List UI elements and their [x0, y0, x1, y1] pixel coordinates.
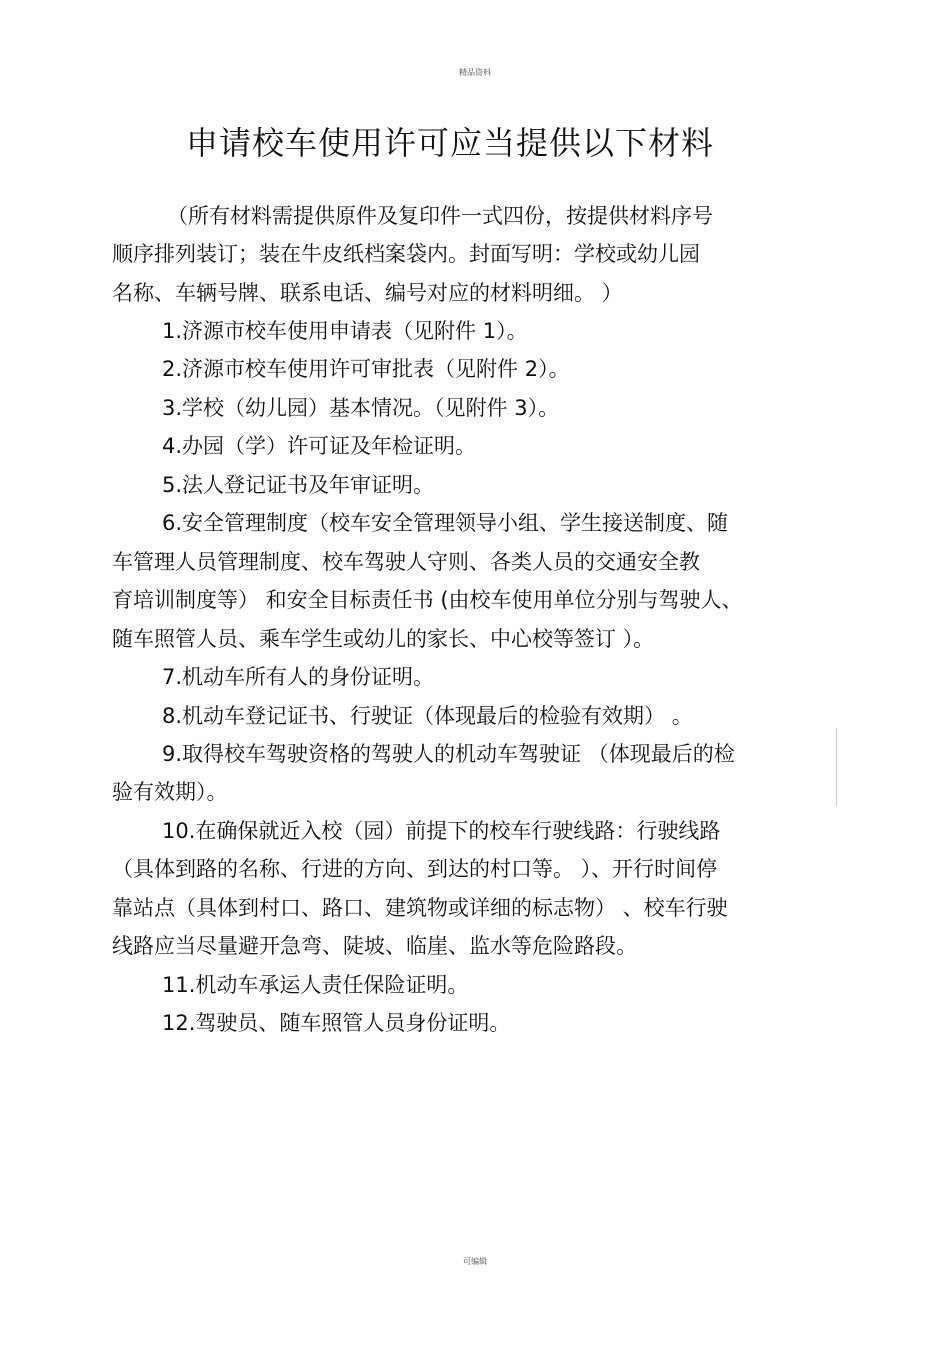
document-title: 申请校车使用许可应当提供以下材料: [185, 124, 714, 162]
body-line-12: 随车照管人员、乘车学生或幼儿的家长、中心校等签订 ）。: [112, 627, 655, 651]
body-line-2: 顺序排列装订；装在牛皮纸档案袋内。封面写明：学校或幼儿园: [112, 242, 700, 266]
body-line-19: 靠站点（具体到村口、路口、建筑物或详细的标志物） 、校车行驶: [112, 896, 728, 920]
body-line-10: 车管理人员管理制度、校车驾驶人守则、各类人员的交通安全教: [112, 550, 700, 574]
body-line-21: 11.机动车承运人责任保险证明。: [162, 973, 469, 997]
body-line-17: 10.在确保就近入校（园）前提下的校车行驶线路：行驶线路: [162, 819, 721, 843]
margin-rule: [836, 728, 837, 806]
header-mark: 精品资料: [459, 68, 491, 77]
body-line-14: 8.机动车登记证书、行驶证（体现最后的检验有效期） 。: [162, 704, 693, 728]
body-line-11: 育培训制度等） 和安全目标责任书 (由校车使用单位分别与驾驶人、: [112, 588, 743, 612]
body-line-5: 2.济源市校车使用许可审批表（见附件 2）。: [162, 357, 570, 381]
body-line-15: 9.取得校车驾驶资格的驾驶人的机动车驾驶证 （体现最后的检: [162, 742, 735, 766]
body-line-22: 12.驾驶员、随车照管人员身份证明。: [162, 1011, 511, 1035]
footer-mark: 可编辑: [463, 1257, 487, 1266]
body-line-3: 名称、车辆号牌、联系电话、编号对应的材料明细。 ）: [112, 281, 623, 305]
body-line-7: 4.办园（学）许可证及年检证明。: [162, 434, 477, 458]
body-line-8: 5.法人登记证书及年审证明。: [162, 473, 435, 497]
body-line-9: 6.安全管理制度（校车安全管理领导小组、学生接送制度、随: [162, 511, 729, 535]
body-line-1: （所有材料需提供原件及复印件一式四份，按提供材料序号: [167, 204, 713, 228]
body-line-6: 3.学校（幼儿园）基本情况。（见附件 3）。: [162, 396, 560, 420]
body-line-16: 验有效期）。: [112, 780, 228, 804]
body-line-4: 1.济源市校车使用申请表（见附件 1）。: [162, 319, 528, 343]
body-line-20: 线路应当尽量避开急弯、陡坡、临崖、监水等危险路段。: [112, 934, 637, 958]
body-line-18: （具体到路的名称、行进的方向、到达的村口等。 ）、开行时间停: [112, 857, 718, 881]
body-line-13: 7.机动车所有人的身份证明。: [162, 665, 435, 689]
